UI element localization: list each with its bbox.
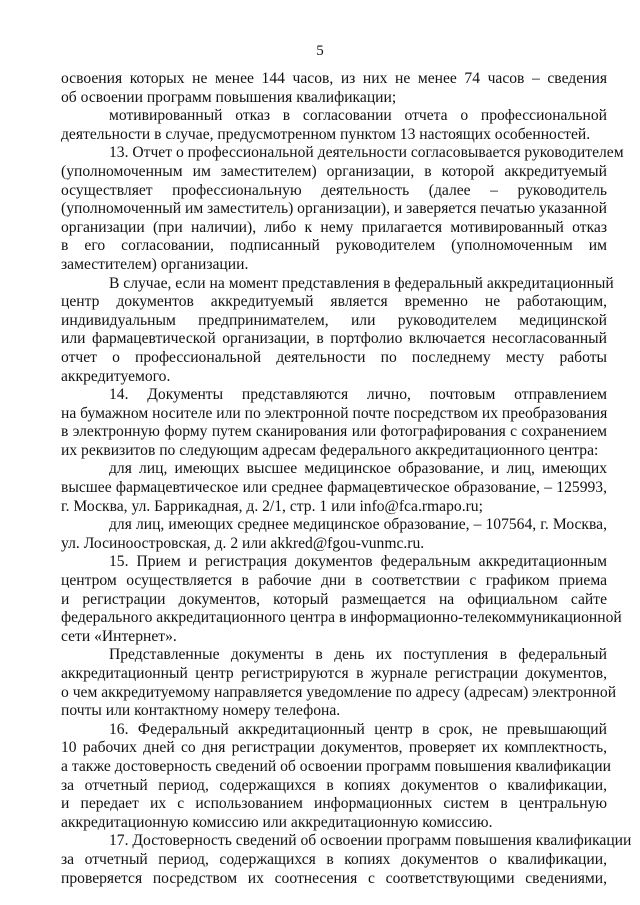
text-line: за отчетный период, содержащихся в копиях документов о квалификации, (61, 850, 607, 868)
text-line: (уполномоченным им заместителем) организации, в которой аккредитуемый (61, 162, 607, 180)
text-line: ул. Лосиноостровская, д. 2 или akkred@fgou-vunmc.ru. (61, 534, 425, 552)
text-line: аккредитационный центр регистрируются в журнале регистрации документов, (61, 665, 607, 682)
text-line: в электронную форму путем сканирования или фотографирования с сохранением (61, 423, 607, 441)
text-line: деятельности в случае, предусмотренном пунктом 13 настоящих особенностей. (61, 125, 591, 143)
text-line: высшее фармацевтическое или среднее фармацевтическое образование, – 125993, (61, 479, 607, 497)
text-line: г. Москва, ул. Баррикадная, д. 2/1, стр. 1 или info@fca.rmapo.ru; (61, 497, 483, 515)
text-line: 15. Прием и регистрация документов федеральным аккредитационным (109, 553, 607, 571)
text-line: отчет о профессиональной деятельности по последнему месту работы (61, 348, 607, 366)
text-line: аккредитационную комиссию или аккредитационную комиссию. (61, 813, 493, 831)
document-body (61, 70, 632, 888)
text-line: в его согласовании, подписанный руководителем (уполномоченным им (61, 237, 607, 255)
text-line: 10 рабочих дней со дня регистрации документов, проверяет их комплектность, (61, 739, 607, 757)
text-line: об освоении программ повышения квалификации; (61, 88, 397, 106)
text-line: Представленные документы в день их поступления в федеральный (109, 646, 607, 664)
paragraph (61, 516, 607, 553)
text-line: мотивированный отказ в согласовании отчета о профессиональной (109, 107, 607, 125)
text-line: на бумажном носителе или по электронной почте посредством их преобразования (61, 404, 608, 422)
text-line: 13. Отчет о профессиональной деятельности согласовывается руководителем (109, 144, 624, 162)
text-line: и передает их с использованием информационных систем в центральную (61, 795, 607, 813)
text-line: проверяется посредством их соотнесения с соответствующими сведениями, (61, 869, 607, 887)
text-line: центр документов аккредитуемый является временно не работающим, (61, 293, 607, 311)
text-line: 14. Документы представляются лично, почтовым отправлением (109, 386, 607, 404)
text-line: осуществляет профессиональную деятельность (далее – руководитель (61, 181, 607, 199)
text-line: индивидуальным предпринимателем, или руководителем медицинской (61, 311, 607, 329)
text-line: заместителем) организации. (61, 255, 249, 273)
text-line: их реквизитов по следующим адресам федерального аккредитационного центра: (61, 441, 599, 459)
text-line: 17. Достоверность сведений об освоении программ повышения квалификации (109, 832, 632, 850)
paragraph-14 (61, 386, 607, 460)
paragraph (61, 107, 607, 144)
text-line: для лиц, имеющих среднее медицинское образование, – 107564, г. Москва, (109, 516, 607, 534)
paragraph (61, 70, 607, 107)
paragraph (61, 274, 614, 387)
text-line: 16. Федеральный аккредитационный центр в срок, не превышающий (109, 720, 607, 738)
text-line: освоения которых не менее 144 часов, из них не менее 74 часов – сведения (61, 70, 607, 87)
text-line: для лиц, имеющих высшее медицинское образование, и лиц, имеющих (109, 460, 607, 478)
paragraph-17 (61, 832, 632, 888)
paragraph-16 (61, 720, 611, 833)
text-line: за отчетный период, содержащихся в копиях документов о квалификации, (61, 776, 607, 794)
text-line: (уполномоченный им заместитель) организации), и заверяется печатью указанной (61, 200, 607, 218)
text-line: почты или контактному номеру телефона. (61, 702, 341, 720)
paragraph (61, 460, 607, 516)
text-line: В случае, если на момент представления в федеральный аккредитационный (109, 274, 614, 292)
paragraph-15 (61, 553, 622, 646)
text-line: а также достоверность сведений об освоении программ повышения квалификации (61, 757, 611, 775)
text-line: аккредитуемого. (61, 367, 171, 385)
text-line: организации (при наличии), либо к нему прилагается мотивированный отказ (61, 218, 607, 236)
page-number: 5 (316, 43, 324, 59)
text-line: о чем аккредитуемому направляется уведомление по адресу (адресам) электронной (61, 683, 617, 701)
text-line: и регистрации документов, который размещается на официальном сайте (61, 590, 607, 608)
paragraph-13 (61, 144, 624, 274)
text-line: или фармацевтической организации, в портфолио включается несогласованный (61, 330, 607, 348)
paragraph (61, 646, 617, 720)
text-line: федерального аккредитационного центра в информационно-телекоммуникационной (61, 609, 622, 627)
text-line: центром осуществляется в рабочие дни в соответствии с графиком приема (61, 572, 607, 590)
text-line: сети «Интернет». (61, 627, 177, 645)
